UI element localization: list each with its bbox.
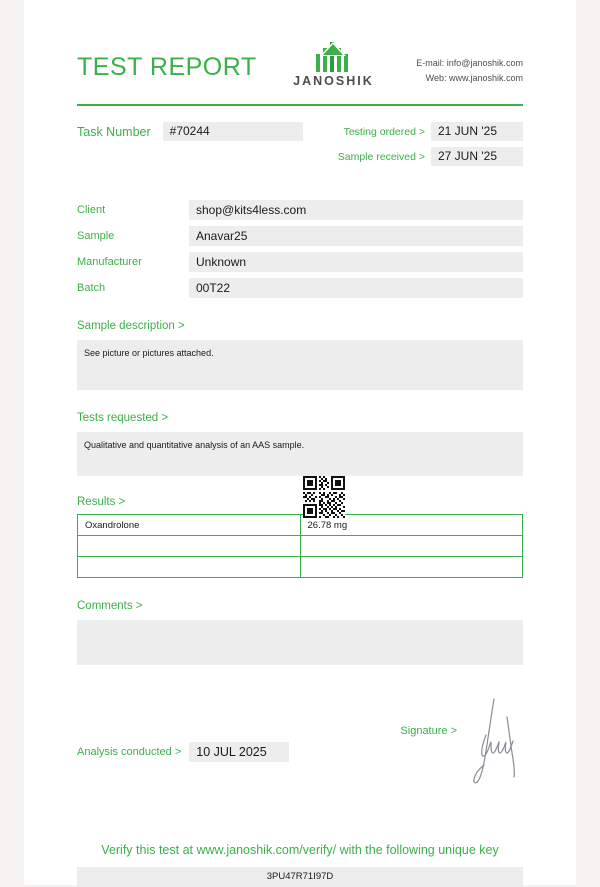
tests-requested-box: Qualitative and quantitative analysis of an AAS sample. <box>77 432 523 476</box>
janoshik-logo <box>293 40 374 88</box>
sample-value: Anavar25 <box>189 226 523 246</box>
result-amount: 26.78 mg <box>300 515 523 536</box>
info-row-batch <box>77 278 523 298</box>
result-analyte <box>78 536 301 557</box>
sample-received-value: 27 JUN '25 <box>431 147 523 166</box>
analysis-row <box>77 717 523 787</box>
signature-group <box>400 717 523 787</box>
comments-box <box>77 620 523 665</box>
tests-requested-title: Tests requested > <box>77 412 169 424</box>
sample-info-block <box>77 200 523 298</box>
report-page <box>24 0 576 885</box>
results-header <box>77 496 523 508</box>
dates-group <box>338 122 523 172</box>
qr-code-icon <box>303 476 345 518</box>
signature-icon <box>461 695 523 787</box>
results-title: Results > <box>77 496 126 508</box>
batch-label: Batch <box>77 282 106 294</box>
report-header <box>77 0 523 88</box>
analysis-conducted-label: Analysis conducted > <box>77 746 182 758</box>
contact-email: E-mail: info@janoshik.com <box>416 58 523 68</box>
analysis-conducted-group <box>77 742 289 762</box>
info-row-manufacturer <box>77 252 523 272</box>
task-number-value: #70244 <box>163 122 303 141</box>
testing-ordered-value: 21 JUN '25 <box>431 122 523 141</box>
result-analyte: Oxandrolone <box>78 515 301 536</box>
sample-description-box: See picture or pictures attached. <box>77 340 523 390</box>
info-row-client <box>77 200 523 220</box>
signature-label: Signature > <box>400 725 457 737</box>
manufacturer-value: Unknown <box>189 252 523 272</box>
comments-title: Comments > <box>77 600 143 612</box>
client-value: shop@kits4less.com <box>189 200 523 220</box>
logo-bars-icon <box>310 42 356 72</box>
batch-value: 00T22 <box>189 278 523 298</box>
manufacturer-label: Manufacturer <box>77 256 142 268</box>
client-label: Client <box>77 204 106 216</box>
task-number-group <box>77 122 303 141</box>
info-row-sample <box>77 226 523 246</box>
logo-wordmark: JANOSHIK <box>293 74 374 88</box>
verify-text: Verify this test at www.janoshik.com/verify/ with the following unique key <box>101 843 499 857</box>
table-row <box>78 557 523 578</box>
result-analyte <box>78 557 301 578</box>
contact-info <box>416 40 523 86</box>
contact-web: Web: www.janoshik.com <box>425 73 523 83</box>
result-amount <box>300 557 523 578</box>
table-row <box>78 515 523 536</box>
sample-received-label: Sample received > <box>337 150 425 163</box>
analysis-conducted-date: 10 JUL 2025 <box>189 742 289 762</box>
testing-ordered-label: Testing ordered > <box>343 125 425 138</box>
result-amount <box>300 536 523 557</box>
sample-label: Sample <box>77 230 115 242</box>
unique-key-value: 3PU47R71I97D <box>77 867 523 887</box>
task-row <box>77 122 523 172</box>
header-divider <box>77 104 523 106</box>
table-row <box>78 536 523 557</box>
sample-received-row <box>338 147 523 166</box>
testing-ordered-row <box>338 122 523 141</box>
task-number-label: Task Number <box>77 124 151 139</box>
sample-description-title: Sample description > <box>77 320 185 332</box>
page-title: TEST REPORT <box>77 53 257 81</box>
results-table <box>77 514 523 578</box>
